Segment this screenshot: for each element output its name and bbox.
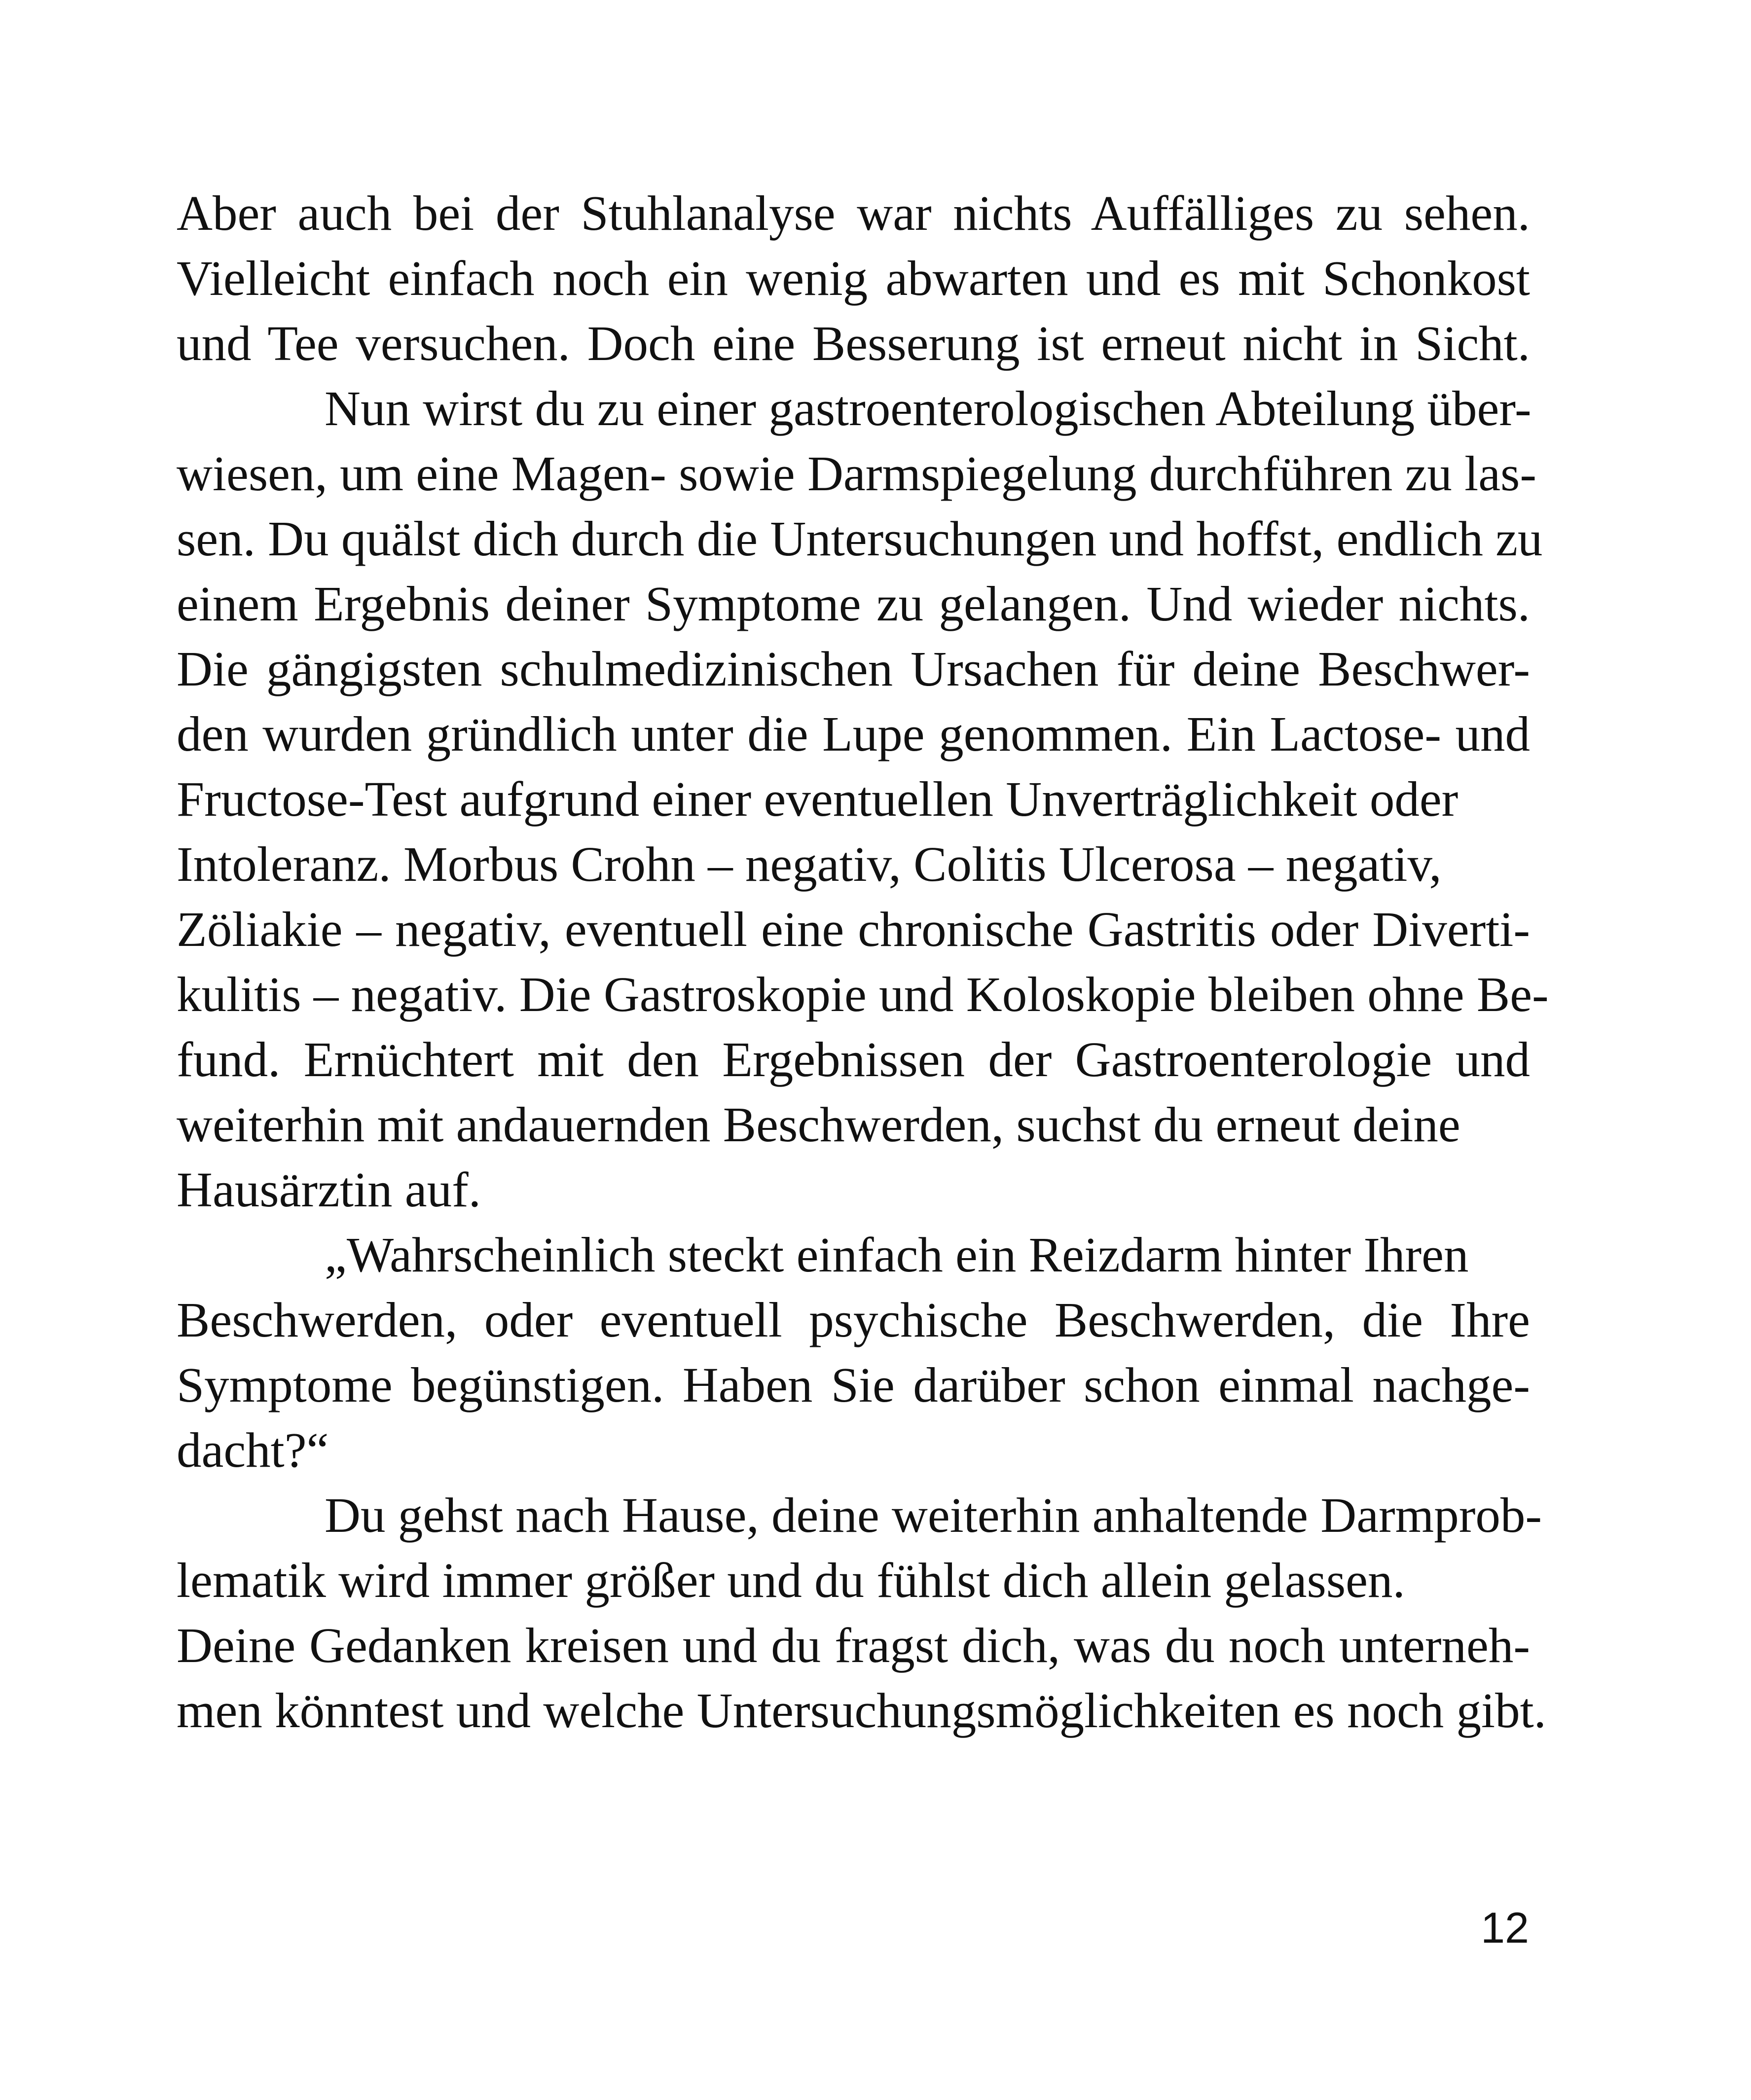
text-line: Deine Gedanken kreisen und du fragst dich, was du noch unterneh- (177, 1618, 1530, 1673)
text-line: Fructose-Test aufgrund einer eventuellen Unverträglichkeit oder (177, 771, 1459, 827)
text-line: Nun wirst du zu einer gastroenterologischen Abteilung über- (325, 381, 1532, 436)
text-line: Symptome begünstigen. Haben Sie darüber schon einmal nachge- (177, 1357, 1530, 1412)
text-line: wiesen, um eine Magen- sowie Darmspiegelung durchführen zu las- (177, 446, 1536, 501)
body-text (177, 181, 1549, 1743)
text-line: dacht?“ (177, 1422, 329, 1478)
page-number: 12 (1481, 1903, 1529, 1952)
text-line: weiterhin mit andauernden Beschwerden, suchst du erneut deine (177, 1097, 1460, 1152)
text-line: sen. Du quälst dich durch die Untersuchungen und hoffst, endlich zu (177, 511, 1543, 566)
text-line: Beschwerden, oder eventuell psychische Beschwerden, die Ihre (177, 1292, 1530, 1347)
text-line: Du gehst nach Hause, deine weiterhin anhaltende Darmprob- (325, 1487, 1542, 1543)
text-line: Aber auch bei der Stuhlanalyse war nichts Auffälliges zu sehen. (177, 185, 1530, 241)
text-line: men könntest und welche Untersuchungsmöglichkeiten es noch gibt. (177, 1683, 1546, 1738)
text-line: Hausärztin auf. (177, 1162, 481, 1217)
text-line: den wurden gründlich unter die Lupe genommen. Ein Lactose- und (177, 706, 1530, 761)
text-line: „Wahrscheinlich steckt einfach ein Reizdarm hinter Ihren (325, 1227, 1469, 1282)
text-line: einem Ergebnis deiner Symptome zu gelangen. Und wieder nichts. (177, 576, 1530, 631)
text-line: Intoleranz. Morbus Crohn – negativ, Colitis Ulcerosa – negativ, (177, 836, 1442, 892)
text-line: kulitis – negativ. Die Gastroskopie und Koloskopie bleiben ohne Be- (177, 967, 1549, 1022)
text-line: fund. Ernüchtert mit den Ergebnissen der Gastroenterologie und (177, 1032, 1530, 1087)
text-line: lematik wird immer größer und du fühlst dich allein gelassen. (177, 1553, 1405, 1608)
text-line: Zöliakie – negativ, eventuell eine chronische Gastritis oder Diverti- (177, 902, 1530, 957)
text-line: Die gängigsten schulmedizinischen Ursachen für deine Beschwer- (177, 641, 1530, 696)
text-line: und Tee versuchen. Doch eine Besserung ist erneut nicht in Sicht. (177, 316, 1530, 371)
text-line: Vielleicht einfach noch ein wenig abwarten und es mit Schonkost (177, 251, 1530, 306)
